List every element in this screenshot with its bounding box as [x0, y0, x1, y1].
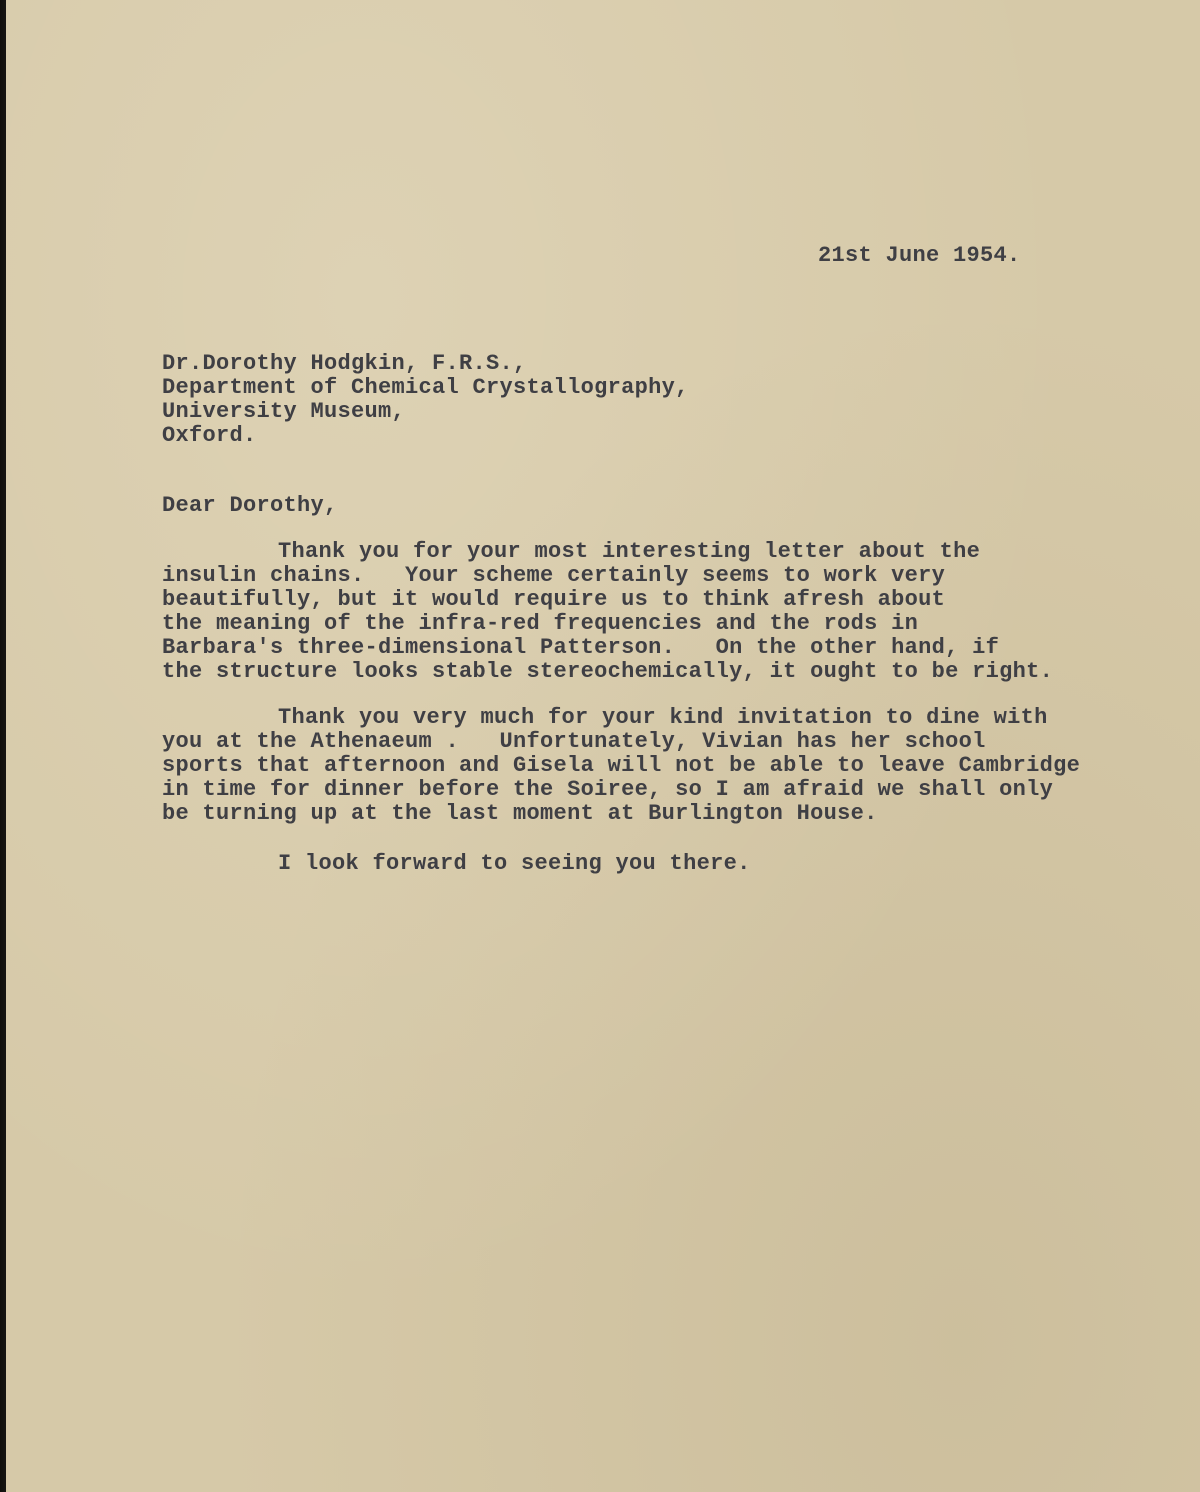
- recipient-city: Oxford.: [162, 423, 257, 448]
- recipient-museum: University Museum,: [162, 399, 406, 424]
- recipient-department: Department of Chemical Crystallography,: [162, 375, 689, 400]
- letter-date: 21st June 1954.: [818, 243, 1021, 268]
- closing-line: I look forward to seeing you there.: [278, 851, 751, 876]
- salutation: Dear Dorothy,: [162, 493, 338, 518]
- paragraph-1-line: beautifully, but it would require us to think afresh about: [162, 587, 946, 612]
- paragraph-2-line: be turning up at the last moment at Burlington House.: [162, 801, 878, 826]
- paragraph-1-line: the meaning of the infra-red frequencies and the rods in: [162, 611, 919, 636]
- paragraph-1-line: Barbara's three-dimensional Patterson. On the other hand, if: [162, 635, 1000, 660]
- paragraph-2-line: in time for dinner before the Soiree, so I am afraid we shall only: [162, 777, 1054, 802]
- paragraph-2-line: sports that afternoon and Gisela will not be able to leave Cambridge: [162, 753, 1081, 778]
- recipient-name: Dr.Dorothy Hodgkin, F.R.S.,: [162, 351, 527, 376]
- paragraph-1-line: the structure looks stable stereochemically, it ought to be right.: [162, 659, 1054, 684]
- paragraph-2-line: you at the Athenaeum . Unfortunately, Vivian has her school: [162, 729, 986, 754]
- paragraph-1-line: insulin chains. Your scheme certainly seems to work very: [162, 563, 946, 588]
- paragraph-1-line: Thank you for your most interesting letter about the: [278, 539, 981, 564]
- paragraph-2-line: Thank you very much for your kind invitation to dine with: [278, 705, 1048, 730]
- letter-page: [6, 0, 1200, 1492]
